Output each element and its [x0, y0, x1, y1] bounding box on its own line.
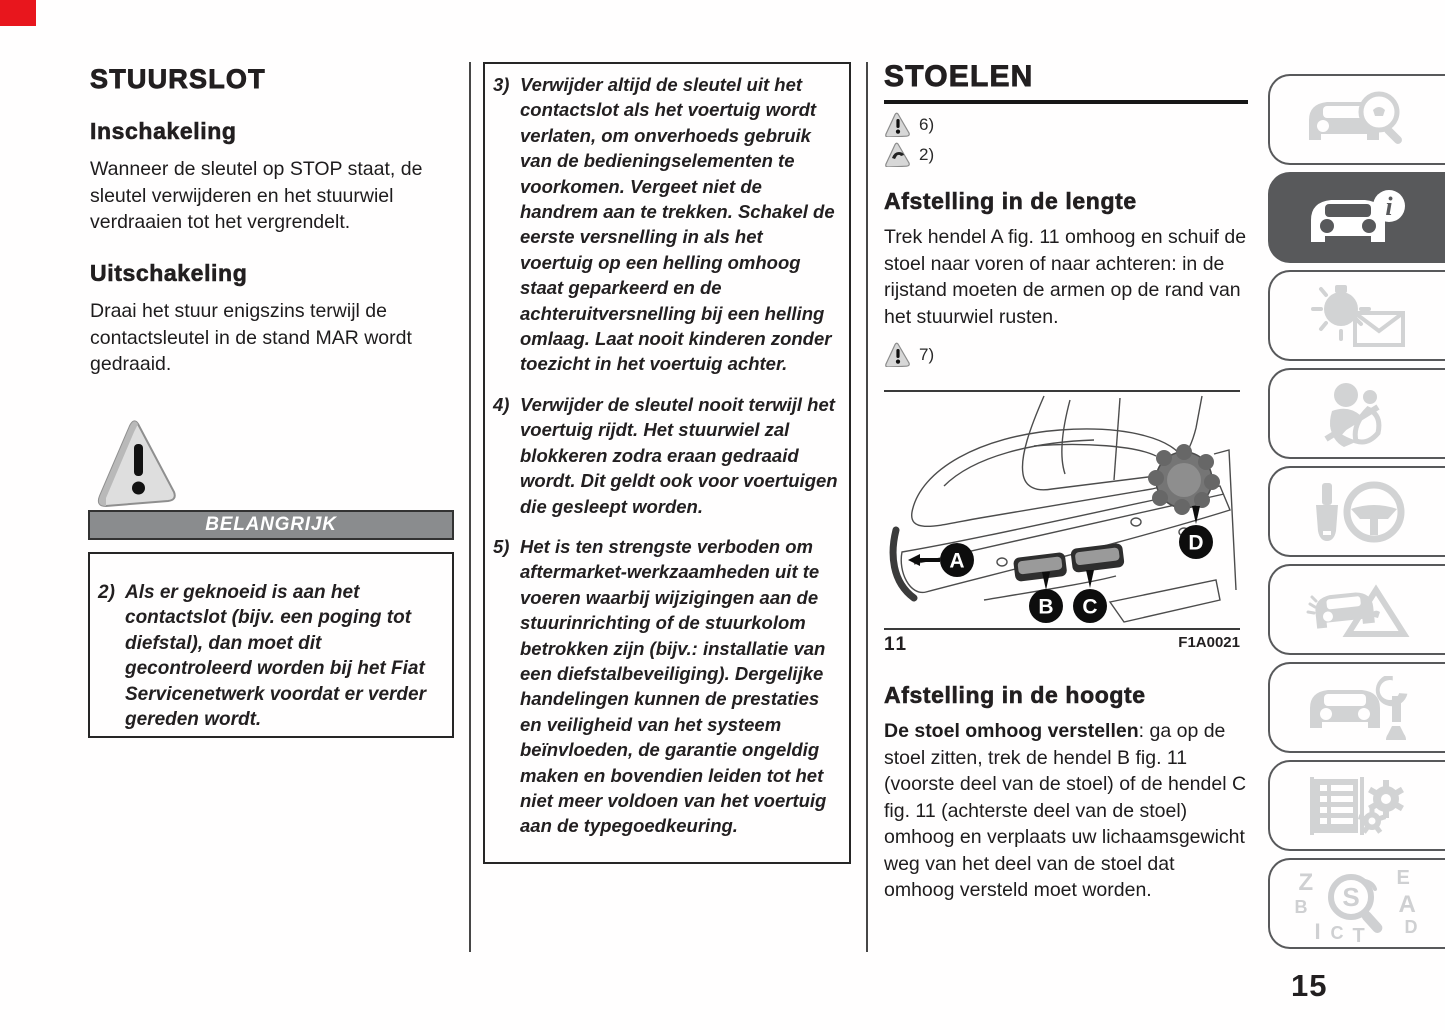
index-letter: C [1330, 922, 1344, 943]
section-body-uitschakeling: Draai het stuur enigszins terwijl de contactsleutel in de stand MAR wordt gedraaid. [90, 300, 412, 375]
car-search-key-icon [1303, 88, 1413, 152]
body-rest: : ga op de stoel zitten, trek de hendel B fig. 11 (voorste deel van de stoel) of de hendel C fig. 11 (achterste deel van de stoel) omhoog en verplaats uw lichaamsgewicht weg van het deel van de stoel dat omhoog versteld moet worden. [884, 720, 1247, 901]
note-item [493, 72, 839, 377]
section-color-marker [0, 0, 36, 26]
figure-label-a: A [949, 549, 965, 573]
index-letter: I [1314, 918, 1321, 944]
page-number: 15 [1291, 968, 1328, 1003]
list-gears-icon [1304, 773, 1412, 839]
figure-label-c: C [1082, 595, 1098, 619]
car-info-icon [1303, 186, 1413, 250]
index-magnifier-letter: S [1341, 881, 1360, 912]
index-search-icon [1293, 866, 1423, 947]
title-underline [884, 100, 1248, 104]
left-column [90, 64, 456, 731]
section-heading-hoogte: Afstelling in de hoogte [884, 682, 1146, 708]
page-title-stoelen: STOELEN [884, 60, 1034, 93]
warning-triangle-icon [884, 112, 911, 137]
note-item [493, 534, 839, 839]
figure-label-d: D [1188, 531, 1204, 555]
section-body-inschakeling: Wanneer de sleutel op STOP staat, de sleutel verwijderen en het stuurwiel verdraaien tot het vergrendelt. [90, 158, 423, 233]
middle-notes-box [483, 62, 851, 864]
warning-ref [884, 112, 934, 137]
warning-ref-label: 7) [919, 344, 935, 364]
page-title: STUURSLOT [90, 64, 266, 94]
note-text: Verwijder de sleutel nooit terwijl het voertuig rijdt. Het stuurwiel zal blokkeren zodra eraan gedraaid wordt. Dit geldt ook voor voertuigen die gesleept worden. [520, 393, 838, 517]
figure-bottom-rule [884, 628, 1240, 630]
warning-ref-label: 6) [919, 114, 935, 134]
seat-adjustment-figure [884, 394, 1240, 628]
note-text: Als er geknoeid is aan het contactslot (bijv. een poging tot diefstal), dan moet dit gecontroleerd worden bij het Fiat Servicenetwerk voordat er verder gereden wordt. [125, 582, 426, 731]
figure-caption [884, 634, 1240, 656]
note-text: Het is ten strengste verboden om aftermarket-werkzaamheden uit te voeren waarbij wijzigingen aan de stuurinrichting of de stuurkolom betrokken zijn (bijv.: installatie van een diefstalbeveiliging). Dergelijke handelingen kunnen de prestaties en veiligheid van het systeem beïnvloeden, de garantie ongeldig maken en bovendien leiden tot het niet meer voldoen van het voertuig aan de typegoedkeuring. [520, 535, 827, 837]
important-banner [88, 510, 454, 540]
sidebar-tab-warning-lights[interactable] [1268, 270, 1445, 361]
note-text: Verwijder altijd de sleutel uit het contactslot als het voertuig wordt verlaten, om onverhoeds gebruik van de bedieningselementen te voorkomen. Vergeet niet de handrem aan te trekken. Schakel de eerste versnelling in als het voertuig op een helling omhoog staat geparkeerd en de achteruitversnelling bij een helling omlaag. Laat nooit kinderen zonder toezicht in het voertuig achter. [520, 74, 835, 375]
section-heading-inschakeling: Inschakeling [90, 118, 237, 144]
seatbelt-person-icon [1308, 381, 1408, 447]
figure-top-rule [884, 390, 1240, 392]
section-heading-uitschakeling: Uitschakeling [90, 260, 248, 286]
note-number: 2) [98, 582, 115, 603]
column-divider [469, 62, 471, 952]
section-heading-lengte: Afstelling in de lengte [884, 188, 1137, 214]
figure-number: 11 [884, 634, 909, 655]
warning-ref [884, 342, 934, 367]
sidebar-tab-vehicle-overview[interactable] [1268, 74, 1445, 165]
figure-label-b: B [1038, 595, 1054, 619]
sidebar-tab-in-an-emergency[interactable] [1268, 564, 1445, 655]
sidebar-tab-knowing-your-vehicle[interactable] [1268, 172, 1445, 263]
car-warning-triangle-icon [1302, 576, 1414, 644]
key-steering-wheel-icon [1306, 479, 1410, 545]
index-letter: E [1396, 866, 1410, 889]
sidebar-tab-index[interactable] [1268, 858, 1445, 949]
index-letter: B [1294, 896, 1308, 917]
caution-ref [884, 142, 934, 167]
warning-triangle-icon [94, 418, 178, 510]
note-number: 5) [493, 535, 510, 557]
index-letter: D [1404, 916, 1418, 937]
note-item [493, 392, 839, 519]
right-column [884, 60, 1248, 901]
section-body-hoogte [884, 718, 1248, 904]
note-number: 4) [493, 393, 510, 415]
sidebar-tab-starting-and-driving[interactable] [1268, 466, 1445, 557]
index-letter: T [1352, 924, 1365, 947]
caution-ref-label: 2) [919, 144, 935, 164]
figure-code: F1A0021 [1178, 634, 1240, 651]
height-knob [1148, 444, 1220, 515]
light-envelope-icon [1303, 283, 1413, 349]
sidebar-tab-servicing-and-care[interactable] [1268, 662, 1445, 753]
important-note [98, 580, 442, 732]
index-letter: A [1398, 890, 1416, 918]
section-body-lengte: Trek hendel A fig. 11 omhoog en schuif de stoel naar voren of naar achteren: in de rijstand moeten de armen op de rand van het stuurwiel rusten. [884, 226, 1247, 328]
important-banner-label: BELANGRIJK [205, 514, 337, 535]
column-divider [866, 62, 868, 952]
warning-triangle-icon [884, 342, 911, 367]
important-note-box [88, 552, 454, 738]
car-wrench-icon [1304, 676, 1412, 740]
body-lead: De stoel omhoog verstellen [884, 720, 1139, 742]
svg-text:i: i [1384, 191, 1393, 221]
caution-triangle-icon [884, 142, 911, 167]
sidebar-tab-technical-specifications[interactable] [1268, 760, 1445, 851]
sidebar-tab-safety[interactable] [1268, 368, 1445, 459]
note-number: 3) [493, 74, 510, 95]
index-letter: Z [1298, 868, 1314, 896]
